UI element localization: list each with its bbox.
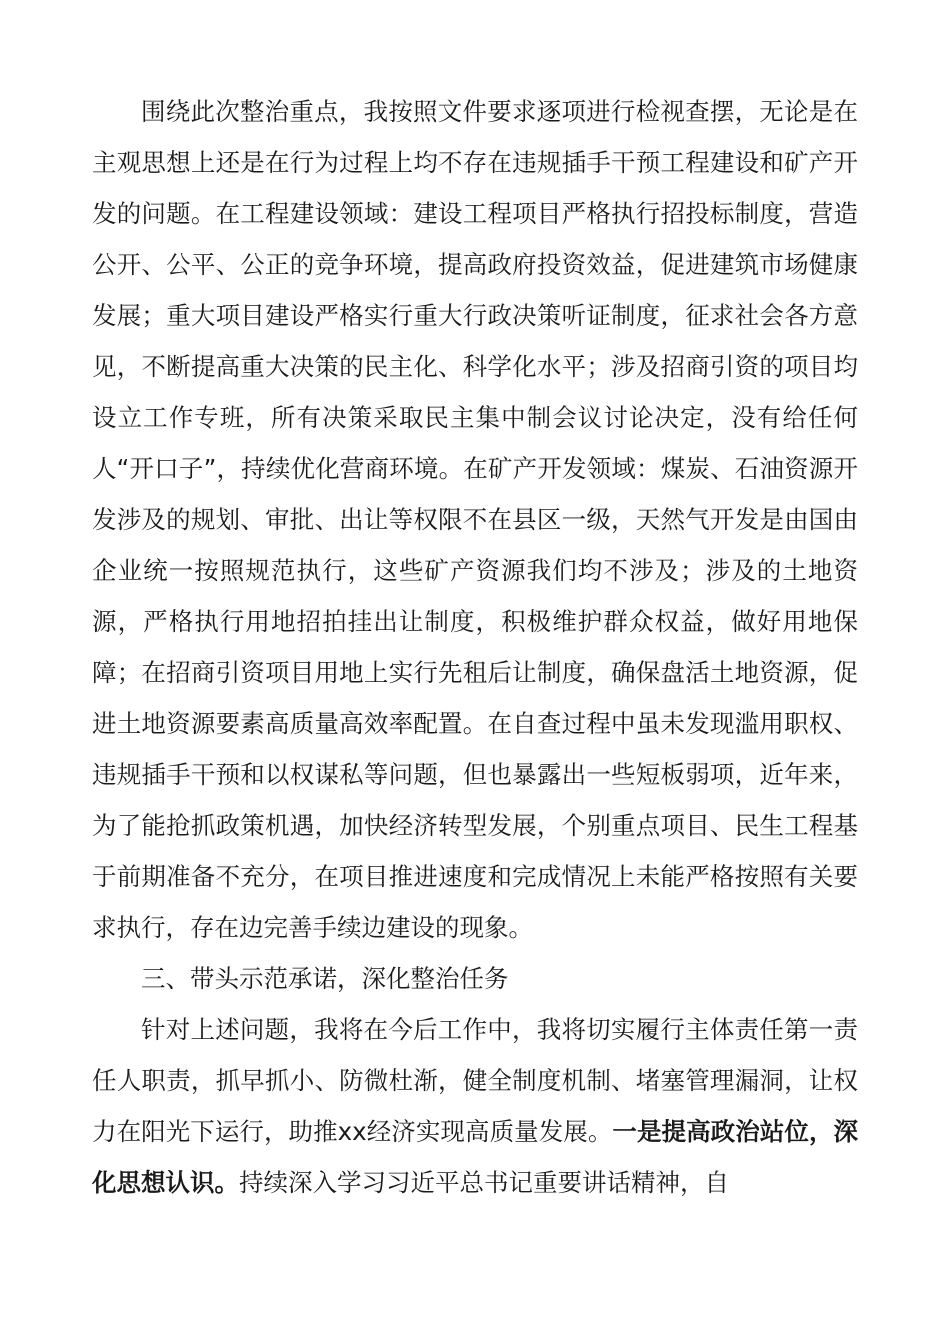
section-heading-three: 三、带头示范承诺，深化整治任务 — [141, 964, 509, 993]
document-body — [92, 86, 858, 1208]
paragraph-commitment-bold: 一是提高政治站位，深化思想认识。 — [92, 1117, 859, 1197]
paragraph-commitment — [92, 1004, 858, 1208]
paragraph-commitment-text: 针对上述问题，我将在今后工作中，我将切实履行主体责任第一责任人职责，抓早抓小、防微杜渐，健全制度机制、堵塞管理漏洞，让权力在阳光下运行，助推xx经济实现高质量发展。 — [92, 1015, 858, 1146]
paragraph-commitment-tail: 持续深入学习习近平总书记重要讲话精神，自 — [239, 1168, 729, 1197]
paragraph-self-inspection: 围绕此次整治重点，我按照文件要求逐项进行检视查摆，无论是在主观思想上还是在行为过程上均不存在违规插手干预工程建设和矿产开发的问题。在工程建设领域：建设工程项目严格执行招投标制度，营造公开、公平、公正的竞争环境，提高政府投资效益，促进建筑市场健康发展；重大项目建设严格实行重大行政决策听证制度，征求社会各方意见，不断提高重大决策的民主化、科学化水平；涉及招商引资的项目均设立工作专班，所有决策采取民主集中制会议讨论决定，没有给任何人“开口子”，持续优化营商环境。在矿产开发领域：煤炭、石油资源开发涉及的规划、审批、出让等权限不在县区一级，天然气开发是由国由企业统一按照规范执行，这些矿产资源我们均不涉及；涉及的土地资源，严格执行用地招拍挂出让制度，积极维护群众权益，做好用地保障；在招商引资项目用地上实行先租后让制度，确保盘活土地资源，促进土地资源要素高质量高效率配置。在自查过程中虽未发现滥用职权、违规插手干预和以权谋私等问题，但也暴露出一些短板弱项，近年来，为了能抢抓政策机遇，加快经济转型发展，个别重点项目、民生工程基于前期准备不充分，在项目推进速度和完成情况上未能严格按照有关要求执行，存在边完善手续边建设的现象。 — [92, 97, 858, 942]
